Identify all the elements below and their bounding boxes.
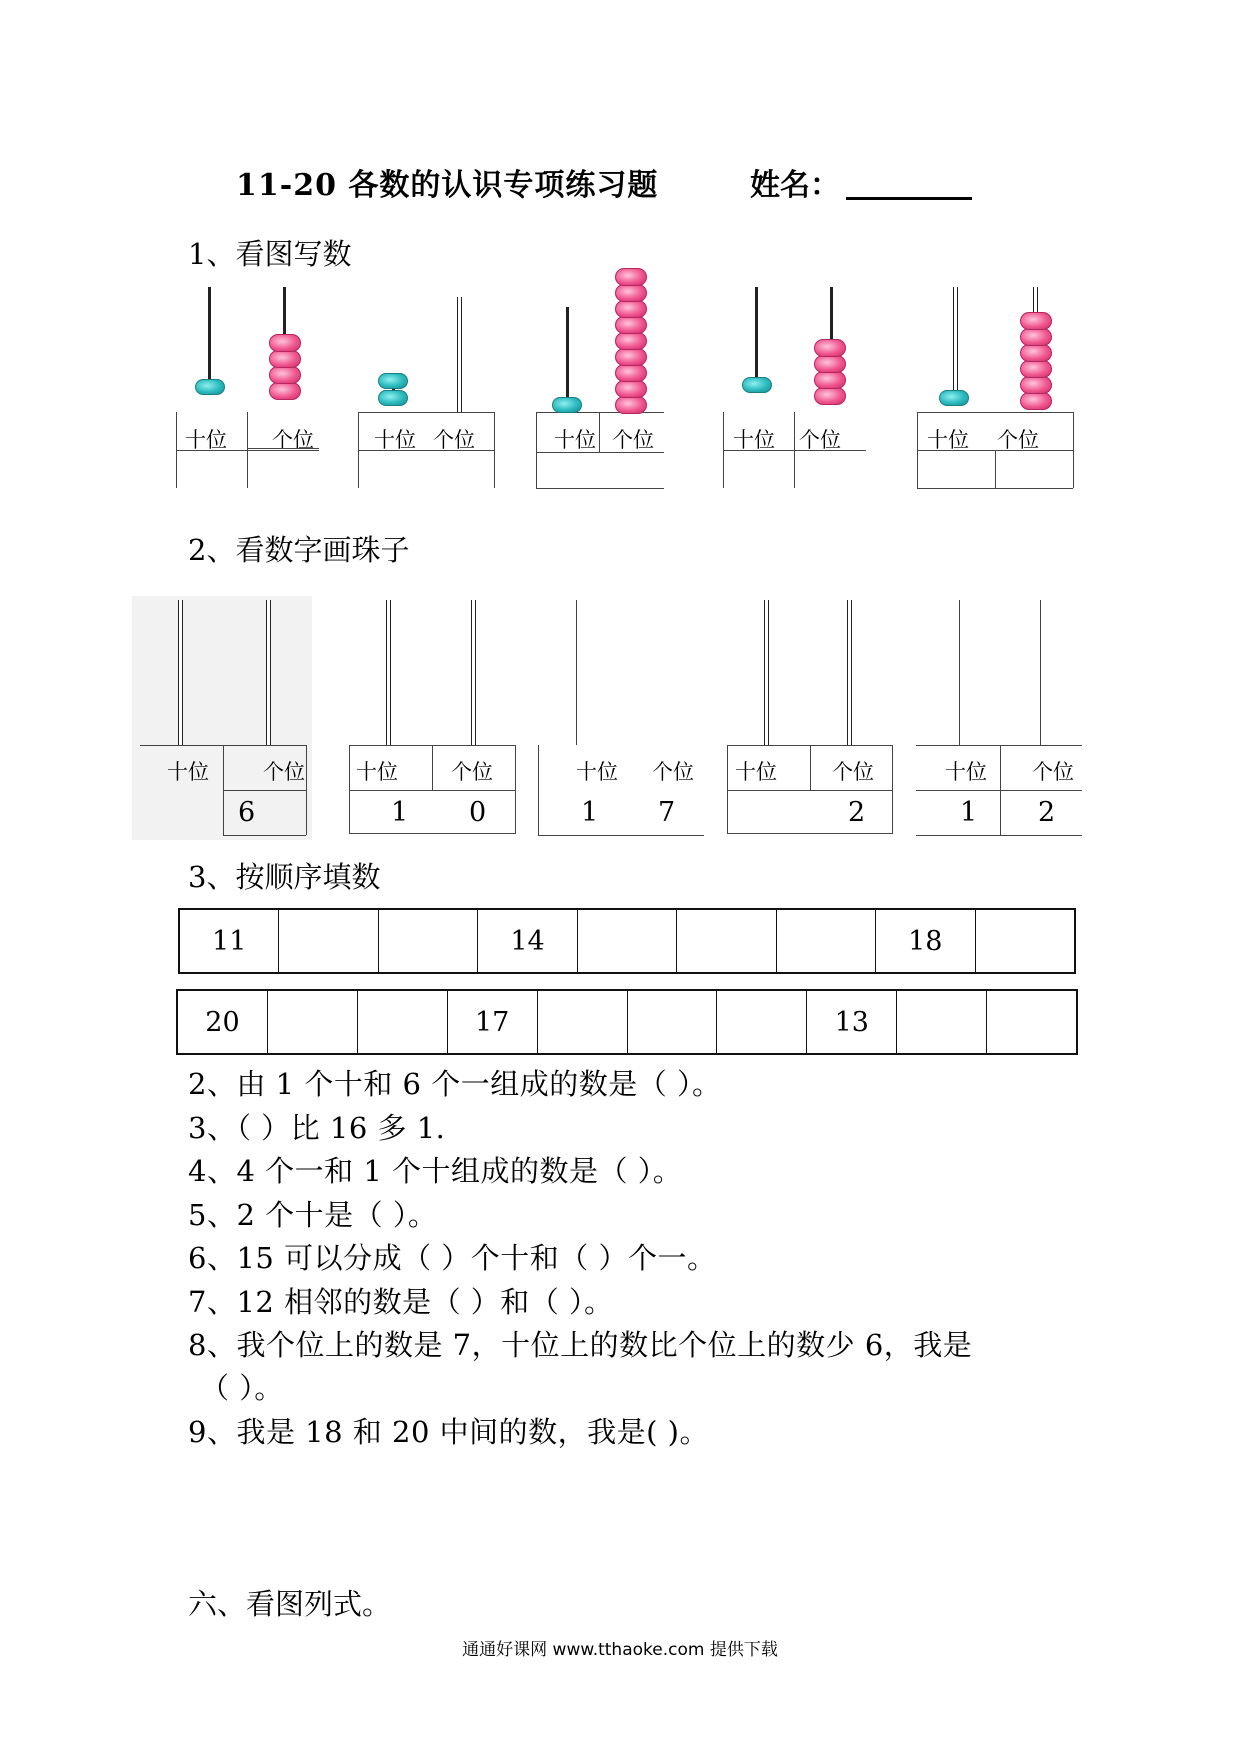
ones-bead — [269, 366, 301, 384]
ones-bead — [1020, 392, 1052, 410]
sequence-grid-2 — [176, 989, 1078, 1055]
question-4: 4、4 个一和 1 个十组成的数是（ ）。 — [188, 1154, 683, 1188]
name-blank-line[interactable] — [846, 197, 972, 200]
ones-bead — [269, 382, 301, 400]
sequence-cell: 18 — [876, 910, 975, 972]
tens-bead — [378, 373, 408, 389]
tens-answer-cell[interactable] — [725, 452, 793, 488]
tens-label: 十位 — [185, 428, 227, 452]
tens-bead — [939, 390, 969, 406]
ones-bead — [615, 300, 647, 318]
tens-label: 十位 — [927, 428, 969, 452]
sequence-blank-cell[interactable] — [379, 910, 478, 972]
ones-digit: 6 — [238, 797, 256, 828]
ones-bead — [615, 396, 647, 414]
shaded-panel — [132, 596, 312, 840]
sequence-blank-cell[interactable] — [717, 991, 807, 1053]
sequence-cell: 11 — [180, 910, 279, 972]
ones-answer-cell[interactable] — [796, 452, 864, 488]
sequence-blank-cell[interactable] — [777, 910, 876, 972]
tens-bead — [552, 397, 582, 413]
ones-bead — [1020, 376, 1052, 394]
sequence-blank-cell[interactable] — [628, 991, 718, 1053]
ones-label: 个位 — [832, 760, 874, 784]
question-2: 2、由 1 个十和 6 个一组成的数是（ ）。 — [188, 1067, 722, 1101]
ones-bead — [615, 316, 647, 334]
ones-rod — [457, 297, 462, 412]
question-3: 3、（ ）比 16 多 1. — [188, 1111, 446, 1145]
tens-label: 十位 — [356, 760, 398, 784]
ones-bead — [615, 268, 647, 286]
question-8-continued: （ ）。 — [200, 1371, 284, 1405]
ones-label: 个位 — [612, 428, 654, 452]
tens-rod — [755, 287, 758, 380]
question-7: 7、12 相邻的数是（ ）和（ ）。 — [188, 1285, 614, 1319]
tens-label: 十位 — [554, 428, 596, 452]
question-9: 9、我是 18 和 20 中间的数，我是( )。 — [188, 1415, 709, 1449]
tens-digit: 1 — [960, 797, 978, 828]
sequence-blank-cell[interactable] — [897, 991, 987, 1053]
sequence-blank-cell[interactable] — [538, 991, 628, 1053]
ones-label: 个位 — [799, 428, 841, 452]
sequence-blank-cell[interactable] — [358, 991, 448, 1053]
tens-label: 十位 — [945, 760, 987, 784]
ones-bead — [615, 332, 647, 350]
section6-heading: 六、看图列式。 — [188, 1587, 392, 1621]
ones-rod[interactable] — [266, 600, 271, 745]
sequence-cell: 20 — [178, 991, 268, 1053]
tens-rod[interactable] — [764, 600, 769, 745]
tens-rod — [208, 287, 211, 380]
sequence-blank-cell[interactable] — [677, 910, 776, 972]
ones-bead — [615, 348, 647, 366]
ones-bead — [814, 355, 846, 373]
tens-rod — [953, 287, 958, 400]
tens-rod[interactable] — [386, 600, 391, 745]
tens-digit: 1 — [581, 797, 599, 828]
question-8: 8、我个位上的数是 7，十位上的数比个位上的数少 6，我是 — [188, 1328, 973, 1362]
ones-bead — [814, 387, 846, 405]
ones-bead — [269, 350, 301, 368]
tens-label: 十位 — [374, 428, 416, 452]
ones-answer-cell[interactable] — [428, 452, 494, 488]
ones-digit: 2 — [848, 797, 866, 828]
section2-heading: 2、看数字画珠子 — [188, 533, 410, 567]
tens-label: 十位 — [576, 760, 618, 784]
tens-answer-cell[interactable] — [919, 452, 994, 486]
ones-answer-cell[interactable] — [997, 452, 1072, 486]
sequence-grid-1 — [178, 908, 1076, 974]
name-label: 姓名： — [750, 168, 840, 203]
sequence-cell: 17 — [448, 991, 538, 1053]
ones-label: 个位 — [997, 428, 1039, 452]
ones-label: 个位 — [451, 760, 493, 784]
ones-answer-cell[interactable] — [600, 454, 662, 488]
ones-rod[interactable] — [1040, 600, 1041, 745]
ones-label: 个位 — [272, 428, 314, 452]
ones-bead — [615, 364, 647, 382]
ones-rod[interactable] — [471, 600, 476, 745]
tens-rod — [566, 307, 569, 404]
tens-rod[interactable] — [178, 600, 183, 745]
sequence-blank-cell[interactable] — [268, 991, 358, 1053]
ones-bead — [1020, 360, 1052, 378]
tens-label: 十位 — [167, 760, 209, 784]
ones-label: 个位 — [263, 760, 305, 784]
ones-bead — [615, 380, 647, 398]
sequence-blank-cell[interactable] — [578, 910, 677, 972]
section3-heading: 3、按顺序填数 — [188, 860, 381, 894]
sequence-blank-cell[interactable] — [279, 910, 378, 972]
tens-label: 十位 — [735, 760, 777, 784]
ones-bead — [814, 339, 846, 357]
tens-bead — [195, 379, 225, 395]
tens-rod[interactable] — [959, 600, 960, 745]
tens-bead — [742, 377, 772, 393]
tens-bead — [378, 390, 408, 406]
ones-digit: 2 — [1038, 797, 1056, 828]
tens-label: 十位 — [733, 428, 775, 452]
footer-credit: 通通好课网 www.tthaoke.com 提供下载 — [462, 1640, 778, 1660]
ones-rod[interactable] — [847, 600, 852, 745]
ones-label: 个位 — [433, 428, 475, 452]
ones-bead — [1020, 328, 1052, 346]
tens-digit: 1 — [391, 797, 409, 828]
ones-label: 个位 — [1032, 760, 1074, 784]
worksheet-title: 11-20 各数的认识专项练习题 — [236, 168, 659, 203]
ones-bead — [269, 334, 301, 352]
ones-digit: 0 — [469, 797, 487, 828]
ones-bead — [1020, 312, 1052, 330]
question-5: 5、2 个十是（ ）。 — [188, 1198, 438, 1232]
tens-answer-cell[interactable] — [178, 452, 246, 488]
ones-label: 个位 — [652, 760, 694, 784]
sequence-blank-cell[interactable] — [976, 910, 1074, 972]
ones-answer-cell[interactable] — [249, 452, 317, 488]
section1-heading: 1、看图写数 — [188, 237, 352, 271]
tens-answer-cell[interactable] — [360, 452, 426, 488]
question-6: 6、15 可以分成（ ）个十和（ ）个一。 — [188, 1241, 717, 1275]
sequence-blank-cell[interactable] — [987, 991, 1076, 1053]
ones-bead — [615, 284, 647, 302]
sequence-cell: 14 — [478, 910, 577, 972]
sequence-cell: 13 — [807, 991, 897, 1053]
ones-bead — [1020, 344, 1052, 362]
ones-digit: 7 — [658, 797, 676, 828]
tens-answer-cell[interactable] — [538, 454, 598, 488]
ones-bead — [814, 371, 846, 389]
tens-rod[interactable] — [576, 600, 577, 745]
